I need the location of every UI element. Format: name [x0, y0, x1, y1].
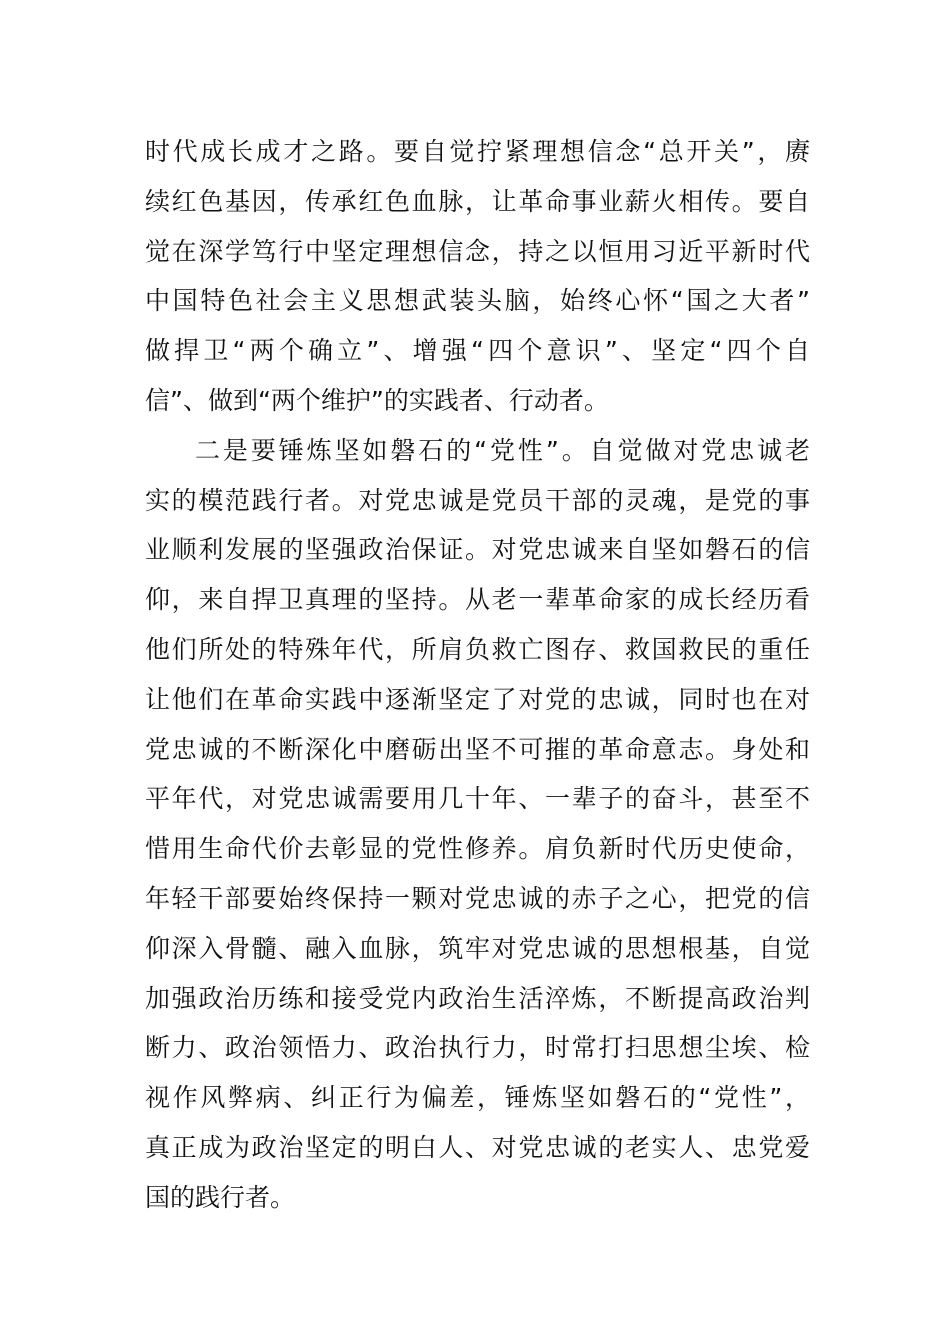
text-line: 国的践行者。: [145, 1182, 296, 1212]
text-line: 平年代，对党忠诚需要用几十年、一辈子的奋斗，甚至不: [145, 784, 810, 814]
text-line: 加强政治历练和接受党内政治生活淬炼，不断提高政治判: [145, 983, 810, 1013]
text-line: 断力、政治领悟力、政治执行力，时常打扫思想尘埃、检: [145, 1033, 810, 1063]
paragraph-start-line: 二是要锤炼坚如磐石的“党性”。自觉做对党忠诚老: [195, 435, 810, 465]
text-line: 惜用生命代价去彰显的党性修养。肩负新时代历史使命，: [145, 834, 810, 864]
text-line: 他们所处的特殊年代，所肩负救亡图存、救国救民的重任: [145, 634, 810, 664]
text-line: 时代成长成才之路。要自觉拧紧理想信念“总开关”，赓: [145, 137, 810, 166]
text-line: 信”、做到“两个维护”的实践者、行动者。: [145, 385, 609, 415]
body-text: [145, 127, 810, 1223]
text-line: 真正成为政治坚定的明白人、对党忠诚的老实人、忠党爱: [145, 1132, 810, 1162]
text-line: 中国特色社会主义思想武装头脑，始终心怀“国之大者”: [145, 286, 810, 316]
text-line: 做捍卫“两个确立”、增强“四个意识”、坚定“四个自: [145, 336, 810, 366]
text-line: 续红色基因，传承红色血脉，让革命事业薪火相传。要自: [145, 186, 810, 216]
text-line: 实的模范践行者。对党忠诚是党员干部的灵魂，是党的事: [145, 485, 810, 515]
text-line: 仰，来自捍卫真理的坚持。从老一辈革命家的成长经历看: [145, 585, 810, 615]
text-line: 业顺利发展的坚强政治保证。对党忠诚来自坚如磐石的信: [145, 535, 810, 565]
text-line: 让他们在革命实践中逐渐坚定了对党的忠诚，同时也在对: [145, 684, 810, 714]
text-line: 党忠诚的不断深化中磨砺出坚不可摧的革命意志。身处和: [145, 734, 810, 764]
text-line: 觉在深学笃行中坚定理想信念，持之以恒用习近平新时代: [145, 236, 810, 266]
text-line: 视作风弊病、纠正行为偏差，锤炼坚如磐石的“党性”，: [145, 1083, 810, 1113]
text-line: 仰深入骨髓、融入血脉，筑牢对党忠诚的思想根基，自觉: [145, 933, 810, 963]
text-line: 年轻干部要始终保持一颗对党忠诚的赤子之心，把党的信: [145, 883, 810, 913]
